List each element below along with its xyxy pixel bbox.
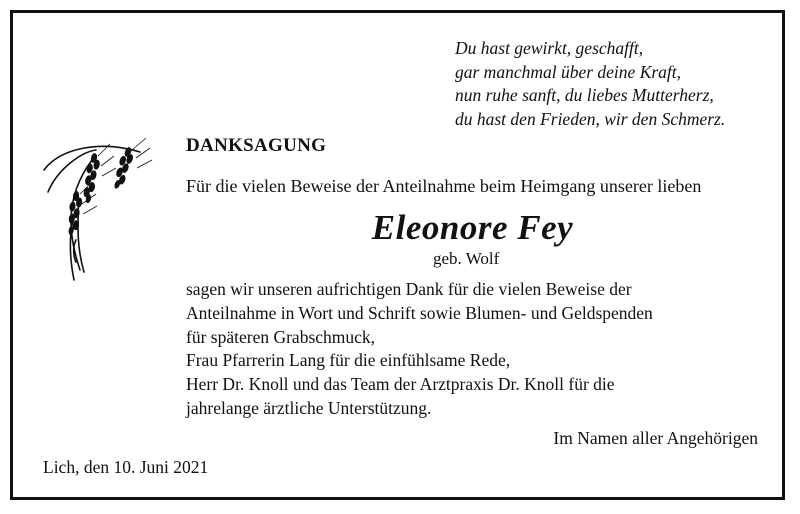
maiden-name: geb. Wolf xyxy=(433,249,500,268)
intro-text: Für die vielen Beweise der Anteilnahme beim Heimgang unserer lieben xyxy=(186,176,702,196)
poem xyxy=(455,37,725,131)
deceased-name: Eleonore Fey xyxy=(371,208,574,247)
thanks-body xyxy=(186,278,653,421)
body-line: jahrelange ärztliche Unterstützung. xyxy=(186,397,432,418)
place-date: Lich, den 10. Juni 2021 xyxy=(43,457,209,477)
poem-line: du hast den Frieden, wir den Schmerz. xyxy=(455,108,726,129)
poem-line: gar manchmal über deine Kraft, xyxy=(455,61,682,82)
deceased-name-row xyxy=(0,208,800,248)
body-line: Herr Dr. Knoll und das Team der Arztpraxis Dr. Knoll für die xyxy=(186,374,615,395)
signoff: Im Namen aller Angehörigen xyxy=(553,428,758,448)
poem-line: Du hast gewirkt, geschafft, xyxy=(455,38,644,58)
poem-line: nun ruhe sanft, du liebes Mutterherz, xyxy=(455,85,714,105)
page-title: DANKSAGUNG xyxy=(186,135,327,156)
body-line: Frau Pfarrerin Lang für die einfühlsame Rede, xyxy=(186,350,511,371)
body-line: sagen wir unseren aufrichtigen Dank für die vielen Beweise der xyxy=(186,279,632,299)
body-line: Anteilnahme in Wort und Schrift sowie Blumen- und Geldspenden xyxy=(186,302,653,323)
body-line: für späteren Grabschmuck, xyxy=(186,326,376,347)
